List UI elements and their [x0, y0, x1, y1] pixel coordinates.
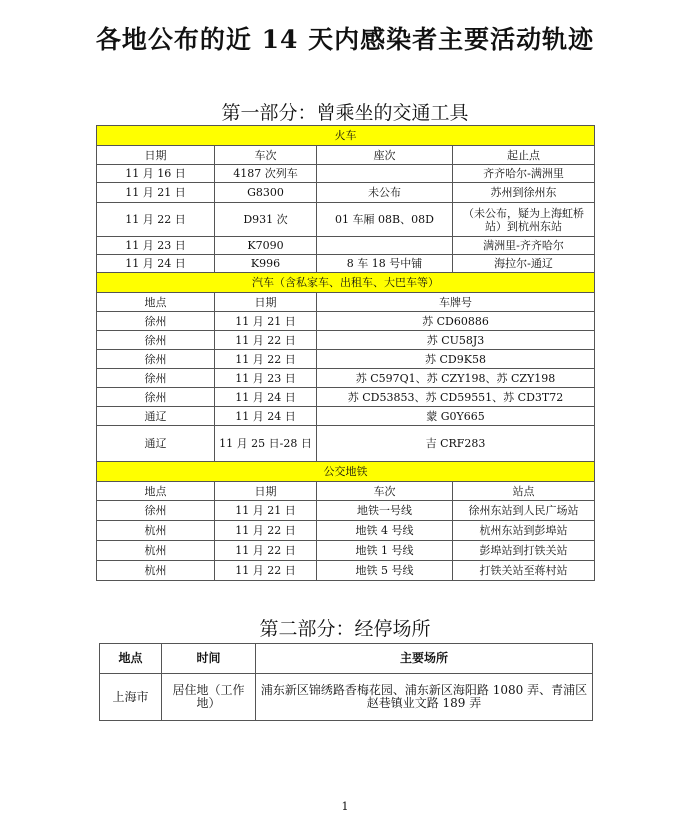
table-cell: 01 车厢 08B、08D [317, 203, 453, 237]
table-cell: 杭州东站到彭埠站 [453, 521, 595, 541]
table-cell: 徐州 [97, 501, 215, 521]
table-cell: 11 月 24 日 [215, 388, 317, 407]
table-cell: 11 月 21 日 [215, 501, 317, 521]
table-cell: 苏 CU58J3 [317, 331, 595, 350]
train-header-row [97, 146, 595, 165]
table-cell: 苏 CD9K58 [317, 350, 595, 369]
table-cell: 彭埠站到打铁关站 [453, 541, 595, 561]
table-cell: 海拉尔-通辽 [453, 255, 595, 273]
places-table [99, 643, 593, 721]
table-row [97, 541, 595, 561]
car-section-row [97, 273, 595, 293]
metro-section-label: 公交地铁 [97, 462, 595, 482]
table-cell: 11 月 22 日 [215, 350, 317, 369]
table-cell: 11 月 22 日 [215, 561, 317, 581]
train-section-label: 火车 [97, 126, 595, 146]
header-cell: 地点 [100, 644, 162, 674]
part1-title: 第一部分：曾乘坐的交通工具 [221, 102, 469, 124]
table-cell: 11 月 24 日 [215, 407, 317, 426]
table-cell: 11 月 21 日 [215, 312, 317, 331]
header-cell: 车牌号 [317, 293, 595, 312]
table-cell: 打铁关站至蒋村站 [453, 561, 595, 581]
table-cell: 杭州 [97, 561, 215, 581]
table-cell: 徐州 [97, 369, 215, 388]
table-cell: 徐州 [97, 388, 215, 407]
table-cell: 徐州东站到人民广场站 [453, 501, 595, 521]
table-cell: D931 次 [215, 203, 317, 237]
table-cell: 杭州 [97, 521, 215, 541]
table-cell: 地铁 4 号线 [317, 521, 453, 541]
table-cell: 苏 C597Q1、苏 CZY198、苏 CZY198 [317, 369, 595, 388]
train-section-row [97, 126, 595, 146]
table-cell: 徐州 [97, 350, 215, 369]
header-cell: 座次 [317, 146, 453, 165]
table-cell: 11 月 21 日 [97, 183, 215, 203]
table-row [97, 561, 595, 581]
table-cell: 11 月 23 日 [215, 369, 317, 388]
table-row [97, 331, 595, 350]
table-cell: 齐齐哈尔-满洲里 [453, 165, 595, 183]
transport-table [96, 125, 595, 581]
table-cell: 吉 CRF283 [317, 426, 595, 462]
table-cell: 苏 CD60886 [317, 312, 595, 331]
header-cell: 地点 [97, 482, 215, 501]
table-cell: 苏州到徐州东 [453, 183, 595, 203]
document-title: 各地公布的近 14 天内感染者主要活动轨迹 [95, 25, 595, 54]
table-row [97, 183, 595, 203]
table-cell: 满洲里-齐齐哈尔 [453, 237, 595, 255]
table-cell: 11 月 23 日 [97, 237, 215, 255]
table-cell: 11 月 25 日-28 日 [215, 426, 317, 462]
part2-title: 第二部分：经停场所 [259, 618, 431, 640]
header-cell: 起止点 [453, 146, 595, 165]
header-cell: 时间 [162, 644, 256, 674]
table-cell: （未公布，疑为上海虹桥站）到杭州东站 [453, 203, 595, 237]
table-cell: 11 月 24 日 [97, 255, 215, 273]
table-row [100, 674, 593, 721]
table-cell: K996 [215, 255, 317, 273]
table-cell: 通辽 [97, 407, 215, 426]
table-cell: 11 月 22 日 [215, 331, 317, 350]
metro-section-row [97, 462, 595, 482]
metro-header-row [97, 482, 595, 501]
header-cell: 车次 [317, 482, 453, 501]
car-header-row [97, 293, 595, 312]
car-section-label: 汽车（含私家车、出租车、大巴车等） [97, 273, 595, 293]
table-row [97, 521, 595, 541]
table-cell: 通辽 [97, 426, 215, 462]
header-cell: 日期 [97, 146, 215, 165]
table-cell: 徐州 [97, 312, 215, 331]
header-cell: 日期 [215, 293, 317, 312]
table-cell: 浦东新区锦绣路香梅花园、浦东新区海阳路 1080 弄、青浦区赵巷镇业文路 189 弄 [256, 674, 593, 721]
page-number: 1 [341, 800, 349, 813]
table-row [97, 369, 595, 388]
table-cell: 11 月 22 日 [97, 203, 215, 237]
places-header-row [100, 644, 593, 674]
table-cell: 地铁 5 号线 [317, 561, 453, 581]
table-cell: 蒙 G0Y665 [317, 407, 595, 426]
table-row [97, 501, 595, 521]
table-row [97, 350, 595, 369]
table-cell: 11 月 22 日 [215, 521, 317, 541]
table-cell: 居住地（工作地） [162, 674, 256, 721]
table-cell: G8300 [215, 183, 317, 203]
table-row [97, 237, 595, 255]
table-cell: 苏 CD53853、苏 CD59551、苏 CD3T72 [317, 388, 595, 407]
table-row [97, 407, 595, 426]
table-cell: 11 月 16 日 [97, 165, 215, 183]
table-row [97, 203, 595, 237]
table-row [97, 426, 595, 462]
header-cell: 主要场所 [256, 644, 593, 674]
header-cell: 站点 [453, 482, 595, 501]
table-cell: 地铁一号线 [317, 501, 453, 521]
header-cell: 地点 [97, 293, 215, 312]
table-row [97, 388, 595, 407]
table-cell: 杭州 [97, 541, 215, 561]
table-row [97, 255, 595, 273]
table-row [97, 312, 595, 331]
table-cell: 上海市 [100, 674, 162, 721]
table-cell [317, 165, 453, 183]
table-cell: 8 车 18 号中铺 [317, 255, 453, 273]
table-cell: 地铁 1 号线 [317, 541, 453, 561]
table-cell: K7090 [215, 237, 317, 255]
table-row [97, 165, 595, 183]
table-cell: 11 月 22 日 [215, 541, 317, 561]
header-cell: 日期 [215, 482, 317, 501]
table-cell [317, 237, 453, 255]
table-cell: 未公布 [317, 183, 453, 203]
table-cell: 徐州 [97, 331, 215, 350]
header-cell: 车次 [215, 146, 317, 165]
table-cell: 4187 次列车 [215, 165, 317, 183]
